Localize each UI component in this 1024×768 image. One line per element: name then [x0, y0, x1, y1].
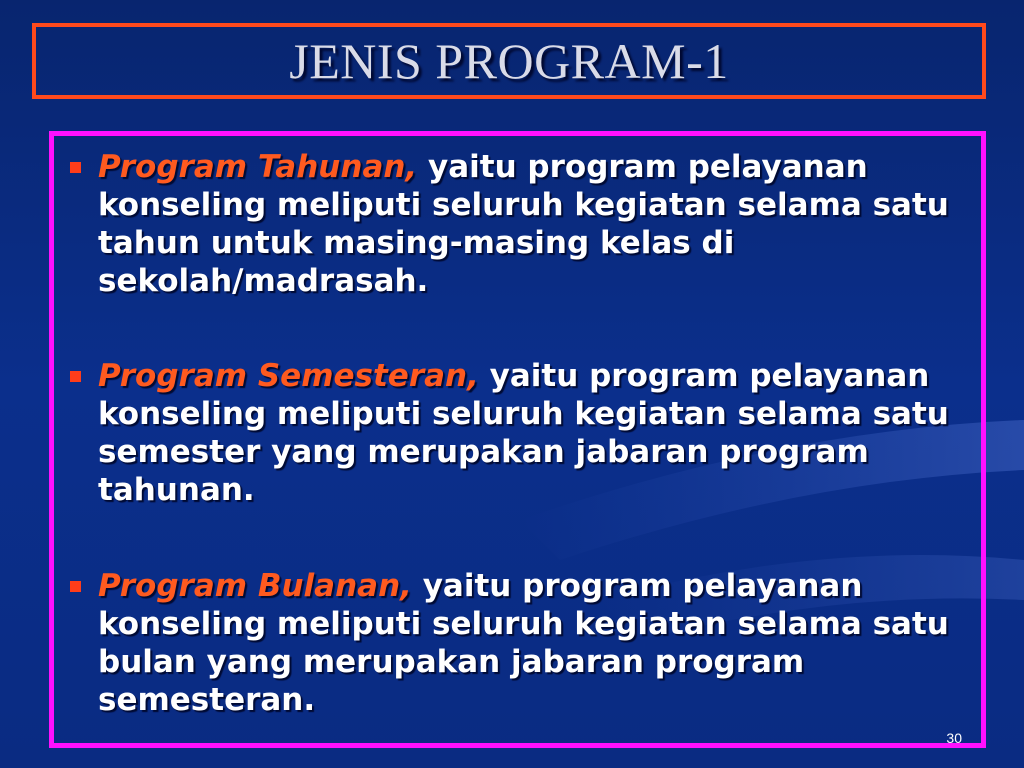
- bullet-text: yaitu program pelayanan konseling meliputi seluruh kegiatan selama satu semester yang merupakan jabaran program tahunan.: [98, 358, 949, 508]
- bullet-term: Program Tahunan,: [98, 149, 418, 185]
- content-frame: [49, 131, 986, 748]
- title-frame: [32, 23, 986, 99]
- page-number: 30: [946, 730, 962, 746]
- bullet-item-bulanan: [64, 567, 968, 719]
- bullet-item-semesteran: [64, 357, 968, 509]
- bullet-text: yaitu program pelayanan konseling meliputi seluruh kegiatan selama satu tahun untuk masing-masing kelas di sekolah/madrasah.: [98, 149, 949, 299]
- bullet-term: Program Semesteran,: [98, 358, 479, 394]
- square-bullet-icon: [70, 162, 81, 173]
- bullet-term: Program Bulanan,: [98, 568, 412, 604]
- square-bullet-icon: [70, 581, 81, 592]
- square-bullet-icon: [70, 371, 81, 382]
- bullet-item-tahunan: [64, 148, 968, 300]
- bullet-text: yaitu program pelayanan konseling meliputi seluruh kegiatan selama satu bulan yang merupakan jabaran program semesteran.: [98, 568, 949, 718]
- slide-title: JENIS PROGRAM-1: [289, 33, 729, 89]
